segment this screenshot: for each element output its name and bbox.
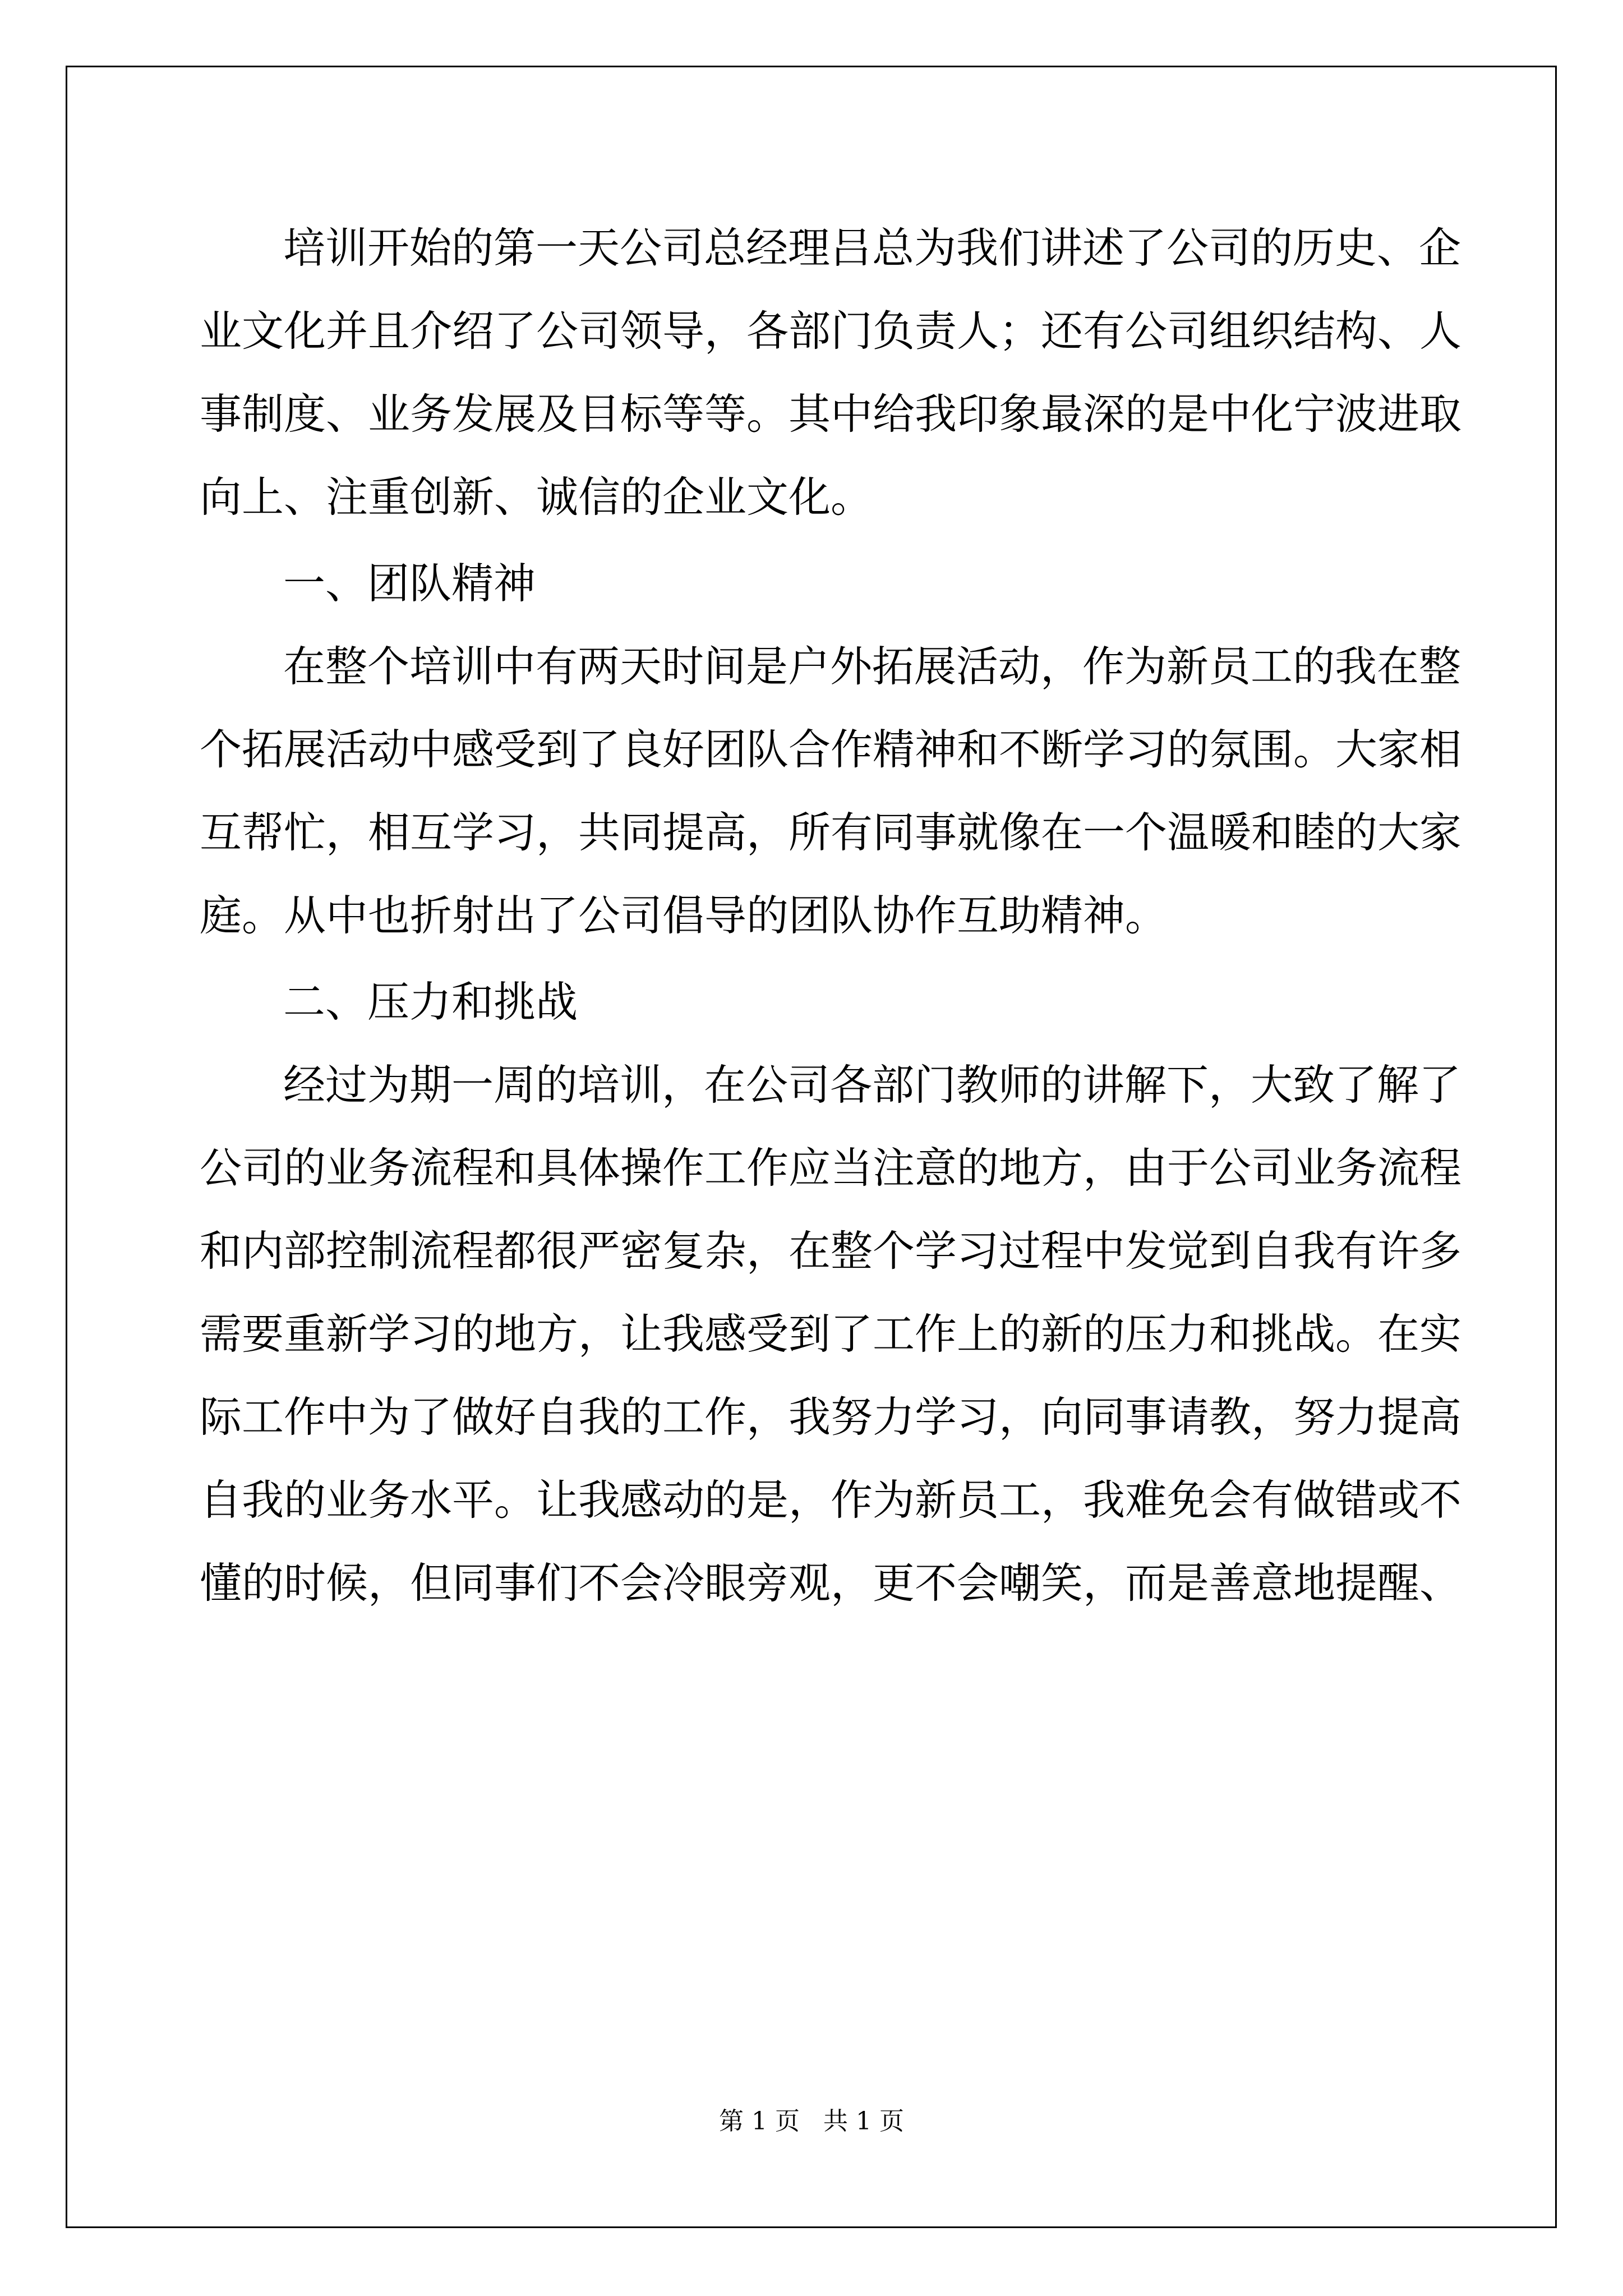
page-number-footer: 第 1 页 共 1 页 [719,2107,904,2136]
text-line: 向上、注重创新、诚信的企业文化。 [200,472,873,522]
section-heading: 二、压力和挑战 [283,977,578,1027]
text-line: 自我的业务水平。让我感动的是，作为新员工，我难免会有做错或不 [200,1475,1462,1525]
text-line: 庭。从中也折射出了公司倡导的团队协作互助精神。 [200,891,1168,940]
text-line: 在整个培训中有两天时间是户外拓展活动，作为新员工的我在整 [283,642,1461,691]
text-line: 和内部控制流程都很严密复杂，在整个学习过程中发觉到自我有许多 [200,1226,1462,1276]
text-line: 互帮忙，相互学习，共同提高，所有同事就像在一个温暖和睦的大家 [200,808,1462,857]
text-line: 事制度、业务发展及目标等等。其中给我印象最深的是中化宁波进取 [200,389,1462,439]
text-line: 需要重新学习的地方，让我感受到了工作上的新的压力和挑战。在实 [200,1309,1462,1359]
text-line: 经过为期一周的培训，在公司各部门教师的讲解下，大致了解了 [283,1060,1461,1110]
text-line: 培训开始的第一天公司总经理吕总为我们讲述了公司的历史、企 [283,223,1461,273]
text-line: 业文化并且介绍了公司领导，各部门负责人；还有公司组织结构、人 [200,306,1462,356]
section-heading: 一、团队精神 [283,559,536,608]
text-line: 懂的时候，但同事们不会冷眼旁观，更不会嘲笑，而是善意地提醒、 [200,1558,1462,1608]
text-line: 个拓展活动中感受到了良好团队合作精神和不断学习的氛围。大家相 [200,725,1462,774]
text-line: 际工作中为了做好自我的工作，我努力学习，向同事请教，努力提高 [200,1392,1462,1442]
text-line: 公司的业务流程和具体操作工作应当注意的地方，由于公司业务流程 [200,1143,1462,1193]
